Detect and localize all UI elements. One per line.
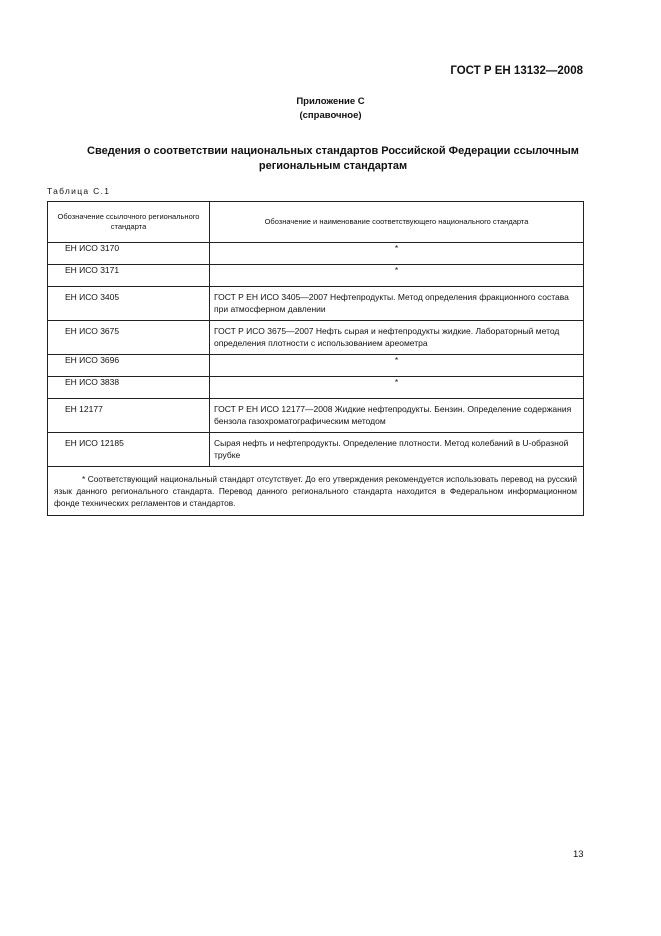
table-header-row <box>48 202 584 243</box>
ref-cell: ЕН 12177 <box>48 399 210 433</box>
table-row <box>48 287 584 321</box>
national-cell: ГОСТ Р ЕН ИСО 3405—2007 Нефтепродукты. Метод определения фракционного состава при атмосферном давлении <box>210 287 584 321</box>
table-row <box>48 355 584 377</box>
ref-cell: ЕН ИСО 3838 <box>48 377 210 399</box>
ref-cell: ЕН ИСО 3405 <box>48 287 210 321</box>
table-row <box>48 321 584 355</box>
annex-heading <box>0 95 661 123</box>
table-footnote <box>48 467 584 516</box>
footnote-text: * Соответствующий национальный стандарт отсутствует. До его утверждения рекомендуется использовать перевод на русский язык данного регионального стандарта. Перевод данного регионального стандарта находится в Федеральном информационном фонде технических регламентов и стандартов. <box>54 474 577 508</box>
table-row <box>48 399 584 433</box>
section-title: Сведения о соответствии национальных стандартов Российской Федерации ссылочным региональным стандартам <box>87 145 579 172</box>
ref-cell: ЕН ИСО 3675 <box>48 321 210 355</box>
table-row <box>48 433 584 467</box>
annex-title: Приложение С <box>296 96 365 107</box>
table-label: Таблица С.1 <box>47 186 111 196</box>
national-cell: ГОСТ Р ИСО 3675—2007 Нефть сырая и нефтепродукты жидкие. Лабораторный метод определения плотности с использованием ареометра <box>210 321 584 355</box>
national-cell: Сырая нефть и нефтепродукты. Определение плотности. Метод колебаний в U-образной трубке <box>210 433 584 467</box>
document-code: ГОСТ Р ЕН 13132—2008 <box>450 65 583 77</box>
page-number: 13 <box>573 849 584 860</box>
header-reference-standard: Обозначение ссылочного регионального стандарта <box>48 202 210 243</box>
correspondence-table <box>47 201 584 516</box>
national-cell: * <box>210 355 584 377</box>
ref-cell: ЕН ИСО 3171 <box>48 265 210 287</box>
table-row <box>48 243 584 265</box>
table-footnote-row <box>48 467 584 516</box>
national-cell: * <box>210 243 584 265</box>
national-cell: * <box>210 265 584 287</box>
ref-cell: ЕН ИСО 3170 <box>48 243 210 265</box>
annex-note: (справочное) <box>299 110 362 121</box>
national-cell: * <box>210 377 584 399</box>
national-cell: ГОСТ Р ЕН ИСО 12177—2008 Жидкие нефтепродукты. Бензин. Определение содержания бензола газохроматографическим методом <box>210 399 584 433</box>
ref-cell: ЕН ИСО 3696 <box>48 355 210 377</box>
table-row <box>48 265 584 287</box>
table-row <box>48 377 584 399</box>
ref-cell: ЕН ИСО 12185 <box>48 433 210 467</box>
header-national-standard: Обозначение и наименование соответствующего национального стандарта <box>210 202 584 243</box>
